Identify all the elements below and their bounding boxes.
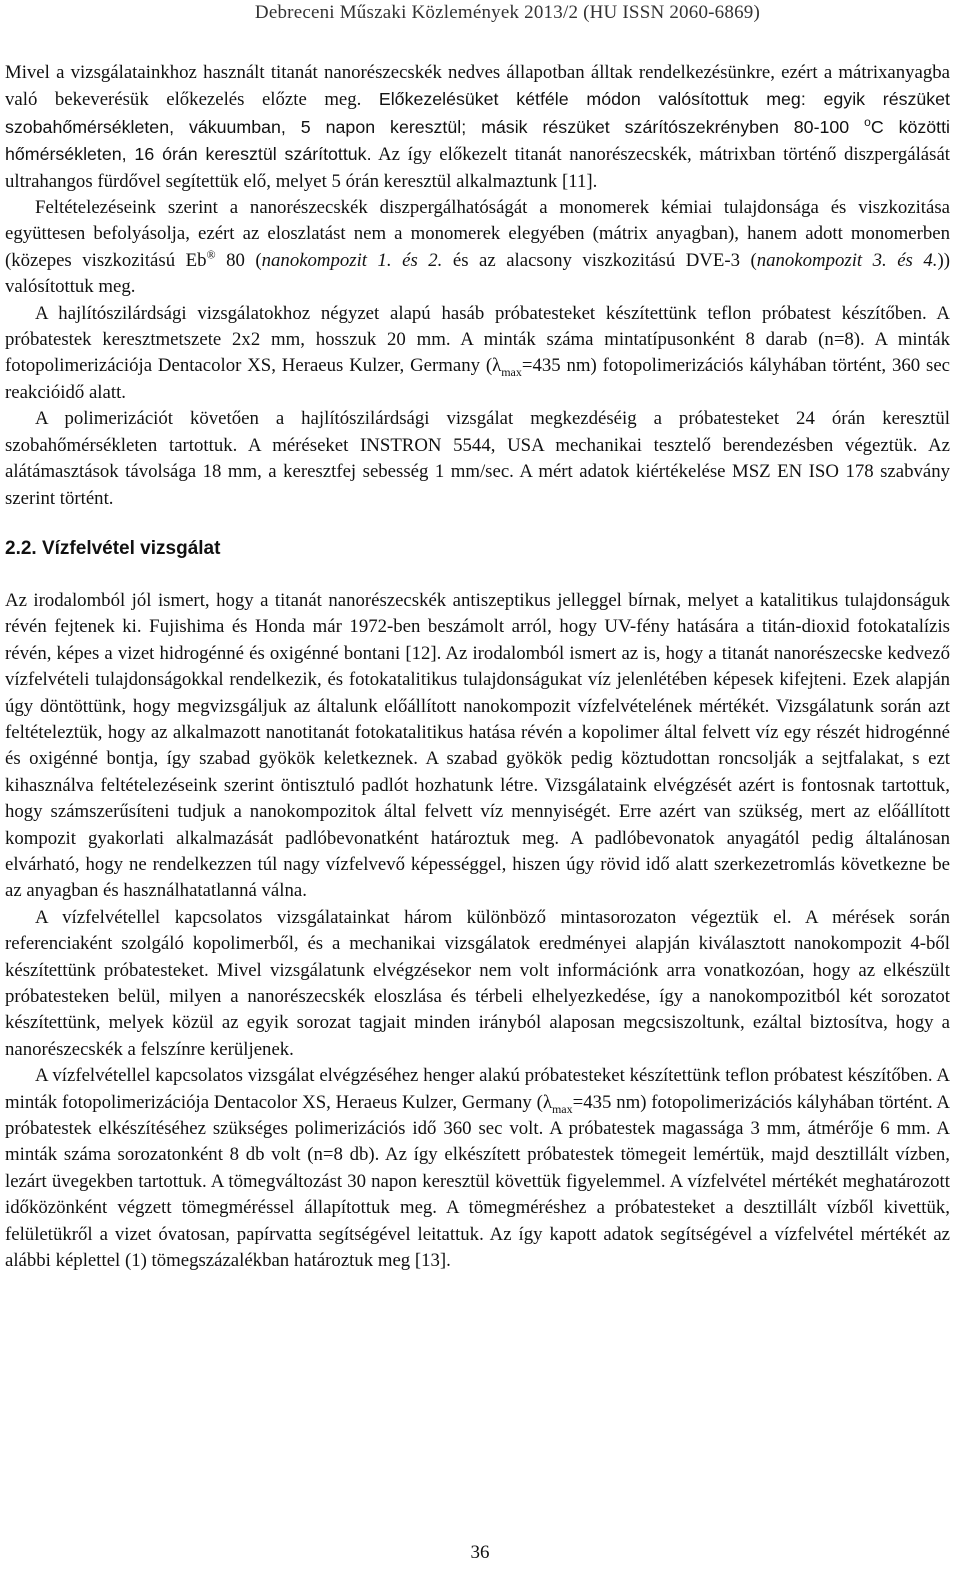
text-run: Az így előkezelt titanát nanorészecskék, mátrixban történő diszpergálását ultrahangos fürdővel segítettük elő, melyet 5 órán keresztül alkalmaztunk [11]. [5,144,951,192]
text-run: és az alacsony viszkozitású DVE-3 ( [442,249,757,271]
superscript: o [864,114,871,129]
document-body [5,60,950,1274]
text-run: Feltételezéseink szerint a nanorészecskék diszpergálhatóságát a monomerek kémiai tulajdonsága és viszkozitása együttesen befolyásolja, ezért az eloszlatást nem a monomerek elegyében (mátrix anyagban), hanem adott monomerben (közepes viszkozitású Eb [5,197,950,271]
journal-header: Debreceni Műszaki Közlemények 2013/2 (HU ISSN 2060-6869) [254,2,760,23]
text-run: )) valósítottuk meg. [5,249,950,298]
paragraph-procedure [5,1063,950,1274]
subscript: max [501,365,522,380]
text-run: C közötti hőmérsékleten, 16 órán keresztül szárítottuk. [5,116,951,165]
text-run: =435 nm) fotopolimerizációs kályhában történt. A próbatestek elkészítéséhez szükséges polimerizációs idő 360 sec volt. A próbatestek magassága 3 mm, átmérője 6 mm. A minták száma sorozatonként 8 db volt (n=8 db). Az így elkészített próbatestek tömegeit lemértük, majd desztillált vízben, lezárt üvegekben tartottuk. A tömegváltozást 30 napon keresztül követtük figyelemmel. A vízfelvétel mértékét meghatározott időközönként végzett tömegméréssel állapítottuk meg. A tömegméréshez a próbatesteket a desztillált vízből kivettük, felületükről a vizet óvatosan, papírvatta segítségével leitattuk. Az így kapott adatok segítségével a vízfelvétel mértékét az alábbi képlettel (1) tömegszázalékban határoztuk meg [13]. [5,1091,950,1272]
text-run: A hajlítószilárdsági vizsgálatokhoz négyzet alapú hasáb próbatesteket készítettünk teflon próbatest készítőben. A próbatestek keresztmetszete 2x2 mm, hosszuk 20 mm. A minták száma mintatípusonként 8 darab (n=8). A minták fotopolimerizációja Dentacolor XS, Heraeus Kulzer, Germany (λ [5,302,950,377]
text-run: 80 ( [215,249,262,271]
paragraph-pretreatment [5,60,950,195]
text-run: Előkezelésüket kétféle módon valósítottuk meg: egyik részüket szobahőmérsékleten, vákuumban, 5 napon keresztül; másik részüket szárítószekrényben 80-100 [5,89,950,137]
paragraph-dispersion [5,195,950,301]
text-run: =435 nm) fotopolimerizációs kályhában történt, 360 sec reakcióidő alatt. [5,355,950,403]
paragraph-measurement: A polimerizációt követően a hajlítószilárdsági vizsgálat megkezdéséig a próbatesteket 24 órán keresztül szobahőmérsékleten tartottuk. A méréseket INSTRON 5544, USA mechanikai tesztelő berendezésben végeztük. Az alátámasztások távolsága 18 mm, a keresztfej sebesség 1 mm/sec. A mért adatok kiértékelése MSZ EN ISO 178 szabvány szerint történt. [5,408,950,509]
italic-ref: nanokompozit 1. és 2. [261,249,443,271]
italic-ref: nanokompozit 3. és 4. [756,249,938,271]
text-run: Mivel a vizsgálatainkhoz használt titanát nanorészecskék nedves állapotban álltak rendelkezésünkre, ezért a mátrixanyagba való bekeverésük előkezelés előzte meg. [5,62,950,111]
paragraph-specimens [5,301,950,407]
paragraph-literature: Az irodalomból jól ismert, hogy a titanát nanorészecskék antiszeptikus jelleggel bírnak, melyet a katalitikus tulajdonságuk révén fejtenek ki. Fujishima és Honda már 1972-ben beszámolt arról, hogy UV-fény hatására a titán-dioxid fotokatalízis révén, képes a vizet hidrogénné és oxigénné bontani [12]. Az irodalomból ismert az is, hogy a titanát nanorészecske kedvező vízfelvételi tulajdonságokkal rendelkezik, és fotokatalitikus tulajdonságukat víz jelenlétében képesek kifejteni. Ezek alapján úgy döntöttünk, hogy megvizsgáljuk az általunk előállított nanokompozit vízfelvételének mértékét. Vizsgálatunk során azt feltételeztük, hogy az alkalmazott nanotitanát fotokatalitikus hatása révén a kopolimer által felvett víz egy részét hidrogénné és oxigénné bontja, így szabad gyökök keletkeznek. A szabad gyökök pedig köztudottan roncsolják a sejtfalakat, s ezt kihasználva feltételezéseink szerint öntisztuló padlót hozhatunk létre. Vizsgálataink elvégzését azért is fontosnak tartottuk, hogy számszerűsíteni tudjuk a nanokompozitok által felvett víz mennyiségét. Erre azért van szükség, mert az előállított kompozit gyakorlati alkalmazását padlóbevonatként határoztuk meg. A padlóbevonatok anyagától pedig általánosan elvárható, hogy ne rendelkezzen túl nagy vízfelvevő képességgel, hiszen úgy rövid idő alatt szerkezetromlás következne be az anyagban és használhatatlanná válna. [5,589,950,902]
page-number: 36 [470,1542,490,1563]
text-run: A vízfelvétellel kapcsolatos vizsgálat elvégzéséhez henger alakú próbatesteket készítettünk teflon próbatest készítőben. A minták fotopolimerizációja Dentacolor XS, Heraeus Kulzer, Germany (λ [5,1065,950,1113]
registered-mark: ® [206,247,216,262]
subscript: max [551,1101,573,1116]
section-heading: 2.2. Vízfelvétel vizsgálat [5,537,221,559]
paragraph-series: A vízfelvétellel kapcsolatos vizsgálatainkat három különböző mintasorozaton végeztük el. A mérések során referenciaként szolgáló kopolimerből, és a mechanikai vizsgálatok eredményei alapján kiválasztott nanokompozit 4-ből készítettünk próbatesteket. Mivel vizsgálatunk elvégzésekor nem volt információnk arra vonatkozóan, hogy az elkészült próbatesteken belül, milyen a nanorészecskék eloszlása és térbeli elhelyezkedése, így a nanokompozitból két sorozatot készítettünk, melyek közül az egyik sorozat tagjait minden irányból alaposan megcsiszoltunk, ezáltal biztosítva, hogy a nanorészecskék a felszínre kerüljenek. [5,906,950,1060]
